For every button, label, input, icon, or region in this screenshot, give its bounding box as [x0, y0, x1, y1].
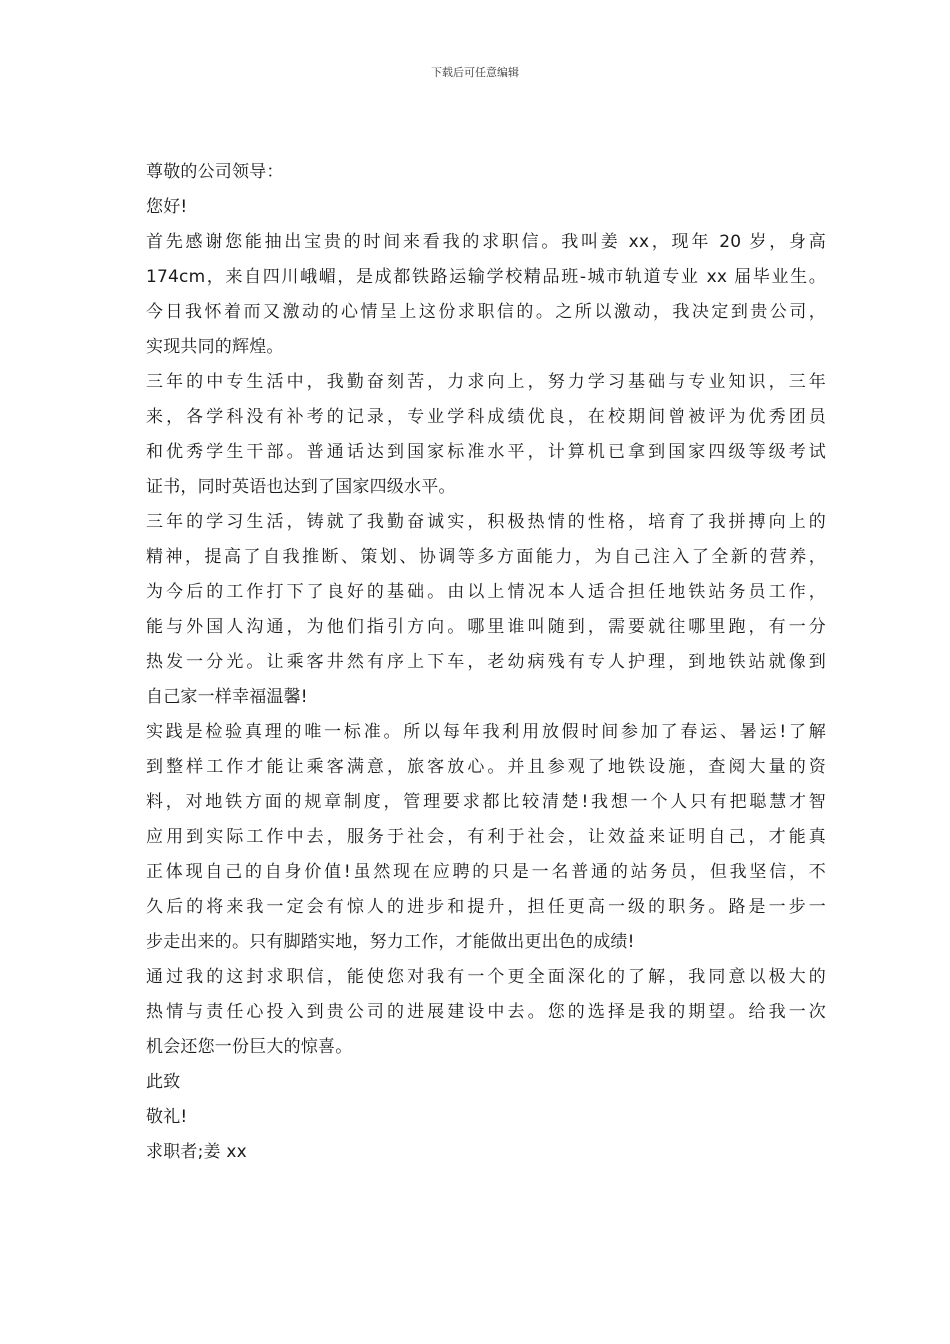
page-header: 下载后可任意编辑: [431, 66, 519, 79]
paragraph-3-line: 自己家一样幸福温馨!: [146, 687, 308, 707]
paragraph-2-line: 和优秀学生干部。普通话达到国家标准水平，计算机已拿到国家四级等级考试: [146, 442, 826, 462]
paragraph-3-line: 精神，提高了自我推断、策划、协调等多方面能力，为自己注入了全新的营养，: [146, 547, 826, 567]
salutation: 尊敬的公司领导：: [146, 162, 284, 182]
paragraph-1-line: 今日我怀着而又激动的心情呈上这份求职信的。之所以激动，我决定到贵公司，: [146, 302, 826, 322]
paragraph-1-line: 实现共同的辉煌。: [146, 337, 284, 357]
letter-body: [146, 155, 826, 1170]
paragraph-3-line: 三年的学习生活，铸就了我勤奋诚实，积极热情的性格，培育了我拼搏向上的: [146, 512, 826, 532]
closing-salute: 敬礼!: [146, 1107, 188, 1127]
paragraph-4-line: 到整样工作才能让乘客满意，旅客放心。并且参观了地铁设施，查阅大量的资: [146, 757, 826, 777]
paragraph-4-line: 步走出来的。只有脚踏实地，努力工作，才能做出更出色的成绩!: [146, 932, 635, 952]
closing-respectfully: 此致: [146, 1072, 181, 1092]
paragraph-4-line: 实践是检验真理的唯一标准。所以每年我利用放假时间参加了春运、暑运!了解: [146, 722, 826, 742]
paragraph-5-line: 机会还您一份巨大的惊喜。: [146, 1037, 353, 1057]
paragraph-1-line: 174cm，来自四川峨嵋，是成都铁路运输学校精品班-城市轨道专业 xx 届毕业生。: [146, 267, 826, 287]
paragraph-2-line: 证书，同时英语也达到了国家四级水平。: [146, 477, 456, 497]
greeting: 您好!: [146, 197, 188, 217]
paragraph-3-line: 热发一分光。让乘客井然有序上下车，老幼病残有专人护理，到地铁站就像到: [146, 652, 826, 672]
paragraph-5-line: 通过我的这封求职信，能使您对我有一个更全面深化的了解，我同意以极大的: [146, 967, 826, 987]
paragraph-5-line: 热情与责任心投入到贵公司的进展建设中去。您的选择是我的期望。给我一次: [146, 1002, 826, 1022]
paragraph-1-line: 首先感谢您能抽出宝贵的时间来看我的求职信。我叫姜 xx，现年 20 岁，身高: [146, 232, 826, 252]
paragraph-4-line: 应用到实际工作中去，服务于社会，有利于社会，让效益来证明自己，才能真: [146, 827, 826, 847]
signature: 求职者;姜 xx: [146, 1142, 247, 1162]
paragraph-4-line: 久后的将来我一定会有惊人的进步和提升，担任更高一级的职务。路是一步一: [146, 897, 826, 917]
paragraph-4-line: 正体现自己的自身价值!虽然现在应聘的只是一名普通的站务员，但我坚信，不: [146, 862, 826, 882]
paragraph-3-line: 为今后的工作打下了良好的基础。由以上情况本人适合担任地铁站务员工作，: [146, 582, 826, 602]
paragraph-3-line: 能与外国人沟通，为他们指引方向。哪里谁叫随到，需要就往哪里跑，有一分: [146, 617, 826, 637]
paragraph-2-line: 来，各学科没有补考的记录，专业学科成绩优良，在校期间曾被评为优秀团员: [146, 407, 826, 427]
paragraph-2-line: 三年的中专生活中，我勤奋刻苦，力求向上，努力学习基础与专业知识，三年: [146, 372, 826, 392]
paragraph-4-line: 料，对地铁方面的规章制度，管理要求都比较清楚!我想一个人只有把聪慧才智: [146, 792, 826, 812]
